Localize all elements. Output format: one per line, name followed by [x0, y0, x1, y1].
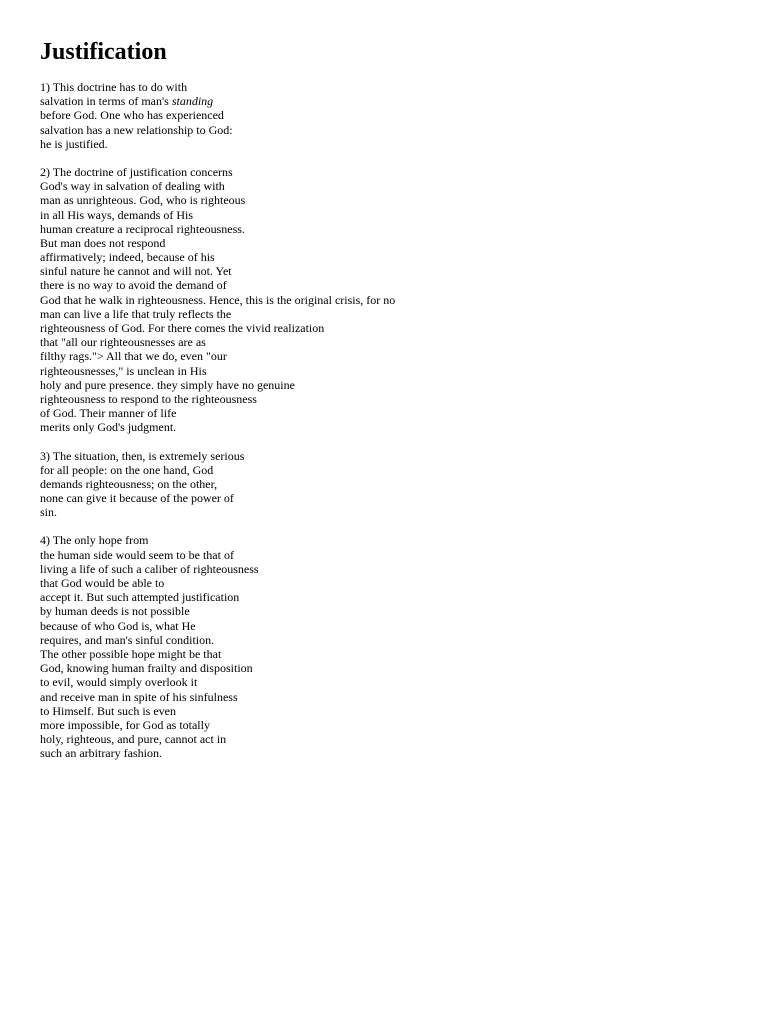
text-line: to Himself. But such is even [40, 703, 176, 718]
text-line: The other possible hope might be that [40, 646, 222, 661]
text-line-part: salvation in terms of man's [40, 94, 172, 109]
text-line: 3) The situation, then, is extremely serious [40, 448, 245, 463]
text-line: none can give it because of the power of [40, 491, 234, 506]
text-line: more impossible, for God as totally [40, 717, 210, 732]
text-line: righteousness of God. For there comes the vivid realization [40, 321, 325, 335]
text-line: affirmatively; indeed, because of his [40, 250, 215, 265]
text-line: merits only God's judgment. [40, 420, 177, 435]
document-page [40, 0, 740, 760]
text-line: sinful nature he cannot and will not. Yet [40, 264, 232, 279]
text-line: he is justified. [40, 136, 108, 151]
text-line: that God would be able to [40, 576, 165, 590]
text-line: by human deeds is not possible [40, 604, 190, 619]
paragraph-3 [40, 449, 740, 520]
text-line: there is no way to avoid the demand of [40, 278, 227, 293]
text-line: such an arbitrary fashion. [40, 746, 162, 761]
document-title: Justification [40, 39, 167, 65]
text-line: for all people: on the one hand, God [40, 462, 214, 477]
text-line: 1) This doctrine has to do with [40, 80, 188, 94]
text-line: God, knowing human frailty and disposition [40, 661, 253, 676]
paragraph-4 [40, 533, 740, 760]
text-line: sin. [40, 505, 58, 520]
text-line: God's way in salvation of dealing with [40, 179, 225, 194]
text-line: salvation has a new relationship to God: [40, 122, 233, 137]
text-line: human creature a reciprocal righteousness. [40, 221, 245, 236]
text-line: holy, righteous, and pure, cannot act in [40, 732, 227, 747]
text-line: righteousness to respond to the righteousness [40, 391, 257, 406]
text-line: But man does not respond [40, 235, 166, 250]
text-line: righteousnesses," is unclean in His [40, 363, 207, 378]
text-line: in all His ways, demands of His [40, 207, 193, 222]
text-line: requires, and man's sinful condition. [40, 632, 215, 647]
text-line: accept it. But such attempted justification [40, 590, 240, 605]
text-line: and receive man in spite of his sinfulness [40, 689, 238, 704]
text-line: demands righteousness; on the other, [40, 476, 218, 491]
text-line: filthy rags."> All that we do, even "our [40, 349, 227, 364]
text-line: 2) The doctrine of justification concerns [40, 164, 233, 179]
text-line: man as unrighteous. God, who is righteous [40, 193, 246, 208]
paragraph-1 [40, 80, 740, 151]
text-line [40, 94, 740, 108]
text-line: to evil, would simply overlook it [40, 675, 198, 690]
emphasized-word: standing [171, 94, 214, 109]
text-line: living a life of such a caliber of righteousness [40, 561, 259, 576]
text-line: because of who God is, what He [40, 618, 196, 633]
text-line: before God. One who has experienced [40, 108, 224, 123]
paragraph-2 [40, 165, 740, 435]
text-line: 4) The only hope from [40, 533, 149, 548]
text-line: man can live a life that truly reflects the [40, 306, 232, 321]
text-line: that "all our righteousnesses are as [40, 335, 206, 350]
text-line: holy and pure presence. they simply have no genuine [40, 377, 295, 392]
text-line: God that he walk in righteousness. Hence, this is the original crisis, for no [40, 292, 396, 307]
text-line: the human side would seem to be that of [40, 547, 234, 562]
text-line: of God. Their manner of life [40, 406, 177, 421]
